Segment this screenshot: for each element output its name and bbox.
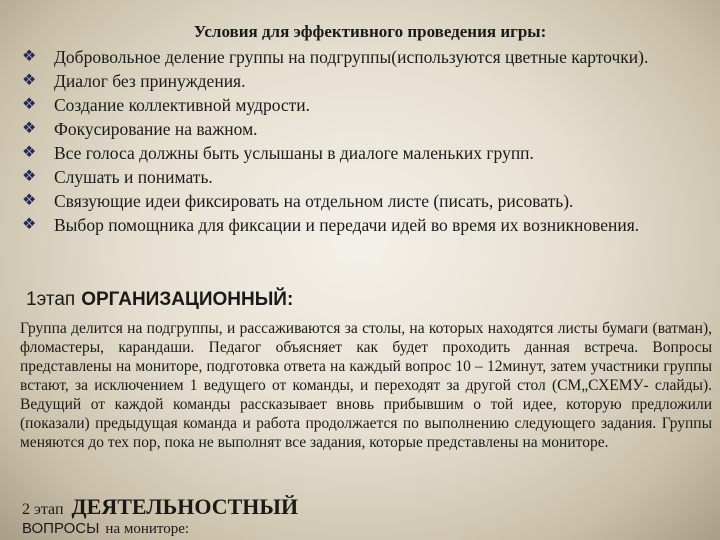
list-item: ❖ Диалог без принуждения. xyxy=(22,71,246,91)
list-item: ❖ Создание коллективной мудрости. xyxy=(22,95,311,115)
conditions-list xyxy=(22,45,702,237)
diamond-bullet-icon: ❖ xyxy=(22,120,37,137)
questions-line xyxy=(22,520,189,538)
list-item: ❖ Слушать и понимать. xyxy=(22,167,213,187)
diamond-bullet-icon: ❖ xyxy=(22,48,37,65)
stage1-title: ОРГАНИЗАЦИОННЫЙ: xyxy=(81,289,294,310)
questions-caps: ВОПРОСЫ xyxy=(22,520,100,537)
diamond-bullet-icon: ❖ xyxy=(22,72,37,89)
slide-title: Условия для эффективного проведения игры: xyxy=(193,22,547,41)
stage2-title: ДЕЯТЕЛЬНОСТНЫЙ xyxy=(71,494,299,519)
stage1-description: Группа делится на подгруппы, и рассаживаются за столы, на которых находятся листы бумаги (ватман), фломастеры, карандаши. Педагог объясняет как будет проходить данная встреча. Вопросы представлены на мониторе, подготовка ответа на каждый вопрос 10 – 12минут, затем участники группы встают, за исключением 1 ведущего от команды, и переходят за другой стол (СМ„СХЕМУ- слайды). Ведущий от каждой команды рассказывает вновь прибывшим о той идее, которую предложили (показали) предыдущая команда и работа продолжается по выполнению следующего задания. Группы меняются до тех пор, пока не выполнят все задания, которые представлены на мониторе. xyxy=(20,320,712,451)
list-item: ❖ Фокусирование на важном. xyxy=(22,119,258,139)
diamond-bullet-icon: ❖ xyxy=(22,216,37,233)
list-item: ❖ Связующие идеи фиксировать на отдельном листе (писать, рисовать). xyxy=(22,191,574,211)
stage1-number: 1этап xyxy=(26,289,76,310)
stage1-heading xyxy=(26,288,293,311)
list-item: ❖ Все голоса должны быть услышаны в диалоге маленьких групп. xyxy=(22,143,534,163)
questions-rest: на мониторе: xyxy=(105,521,190,537)
diamond-bullet-icon: ❖ xyxy=(22,144,37,161)
list-item: ❖ Добровольное деление группы на подгруппы(используются цветные карточки). xyxy=(22,47,649,67)
stage2-heading xyxy=(22,494,298,520)
list-item: ❖ Выбор помощника для фиксации и передачи идей во время их возникновения. xyxy=(22,215,640,235)
stage2-number: 2 этап xyxy=(22,501,64,518)
diamond-bullet-icon: ❖ xyxy=(22,96,37,113)
diamond-bullet-icon: ❖ xyxy=(22,168,37,185)
diamond-bullet-icon: ❖ xyxy=(22,192,37,209)
